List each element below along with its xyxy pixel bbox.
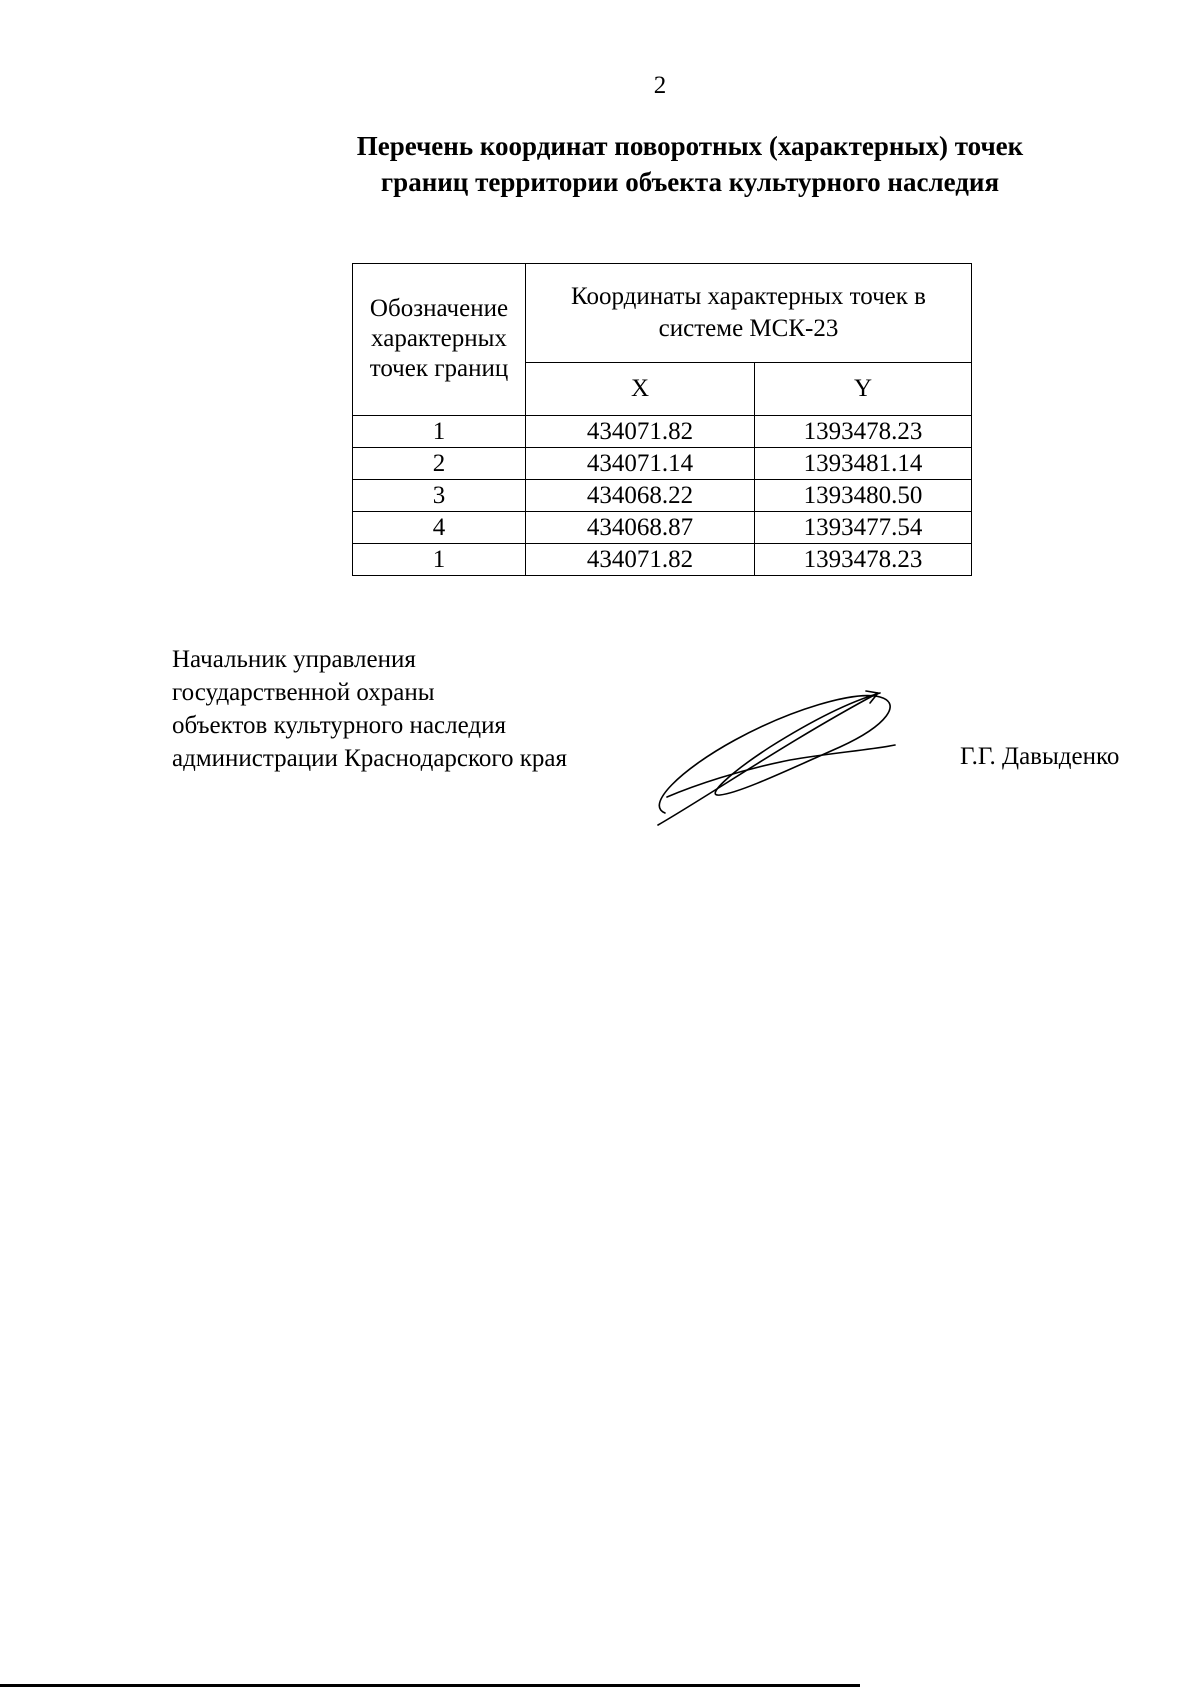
header-y: Y (755, 363, 972, 416)
cell-point: 4 (353, 512, 526, 544)
header-x: X (526, 363, 755, 416)
cell-y: 1393477.54 (755, 512, 972, 544)
cell-y: 1393480.50 (755, 480, 972, 512)
document-title-line-2: границ территории объекта культурного наследия (380, 167, 1000, 197)
cell-y: 1393478.23 (755, 416, 972, 448)
table-row (353, 480, 972, 512)
footer-rule (0, 1684, 860, 1687)
position-line: администрации Краснодарского края (172, 745, 568, 772)
table-header-row (353, 264, 972, 363)
handwritten-signature (640, 685, 920, 830)
table-row (353, 448, 972, 480)
signatory-position (172, 643, 567, 775)
cell-point: 1 (353, 544, 526, 576)
page-number: 2 (653, 72, 667, 99)
cell-x: 434068.87 (526, 512, 755, 544)
table-row (353, 416, 972, 448)
document-title-line-1: Перечень координат поворотных (характерных) точек (356, 131, 1024, 161)
table-row (353, 544, 972, 576)
cell-x: 434071.82 (526, 544, 755, 576)
header-designation: Обозначение характерных точек границ (353, 264, 526, 416)
position-line: государственной охраны (172, 679, 435, 706)
cell-y: 1393478.23 (755, 544, 972, 576)
document-title (180, 128, 1200, 200)
position-line: объектов культурного наследия (172, 712, 506, 739)
cell-y: 1393481.14 (755, 448, 972, 480)
coordinates-table (352, 263, 972, 576)
cell-point: 2 (353, 448, 526, 480)
header-coordinates: Координаты характерных точек в системе МСК-23 (526, 264, 972, 363)
table-row (353, 512, 972, 544)
cell-x: 434071.14 (526, 448, 755, 480)
position-line: Начальник управления (172, 646, 416, 673)
cell-point: 3 (353, 480, 526, 512)
cell-point: 1 (353, 416, 526, 448)
signer-name: Г.Г. Давыденко (960, 743, 1120, 770)
cell-x: 434068.22 (526, 480, 755, 512)
cell-x: 434071.82 (526, 416, 755, 448)
